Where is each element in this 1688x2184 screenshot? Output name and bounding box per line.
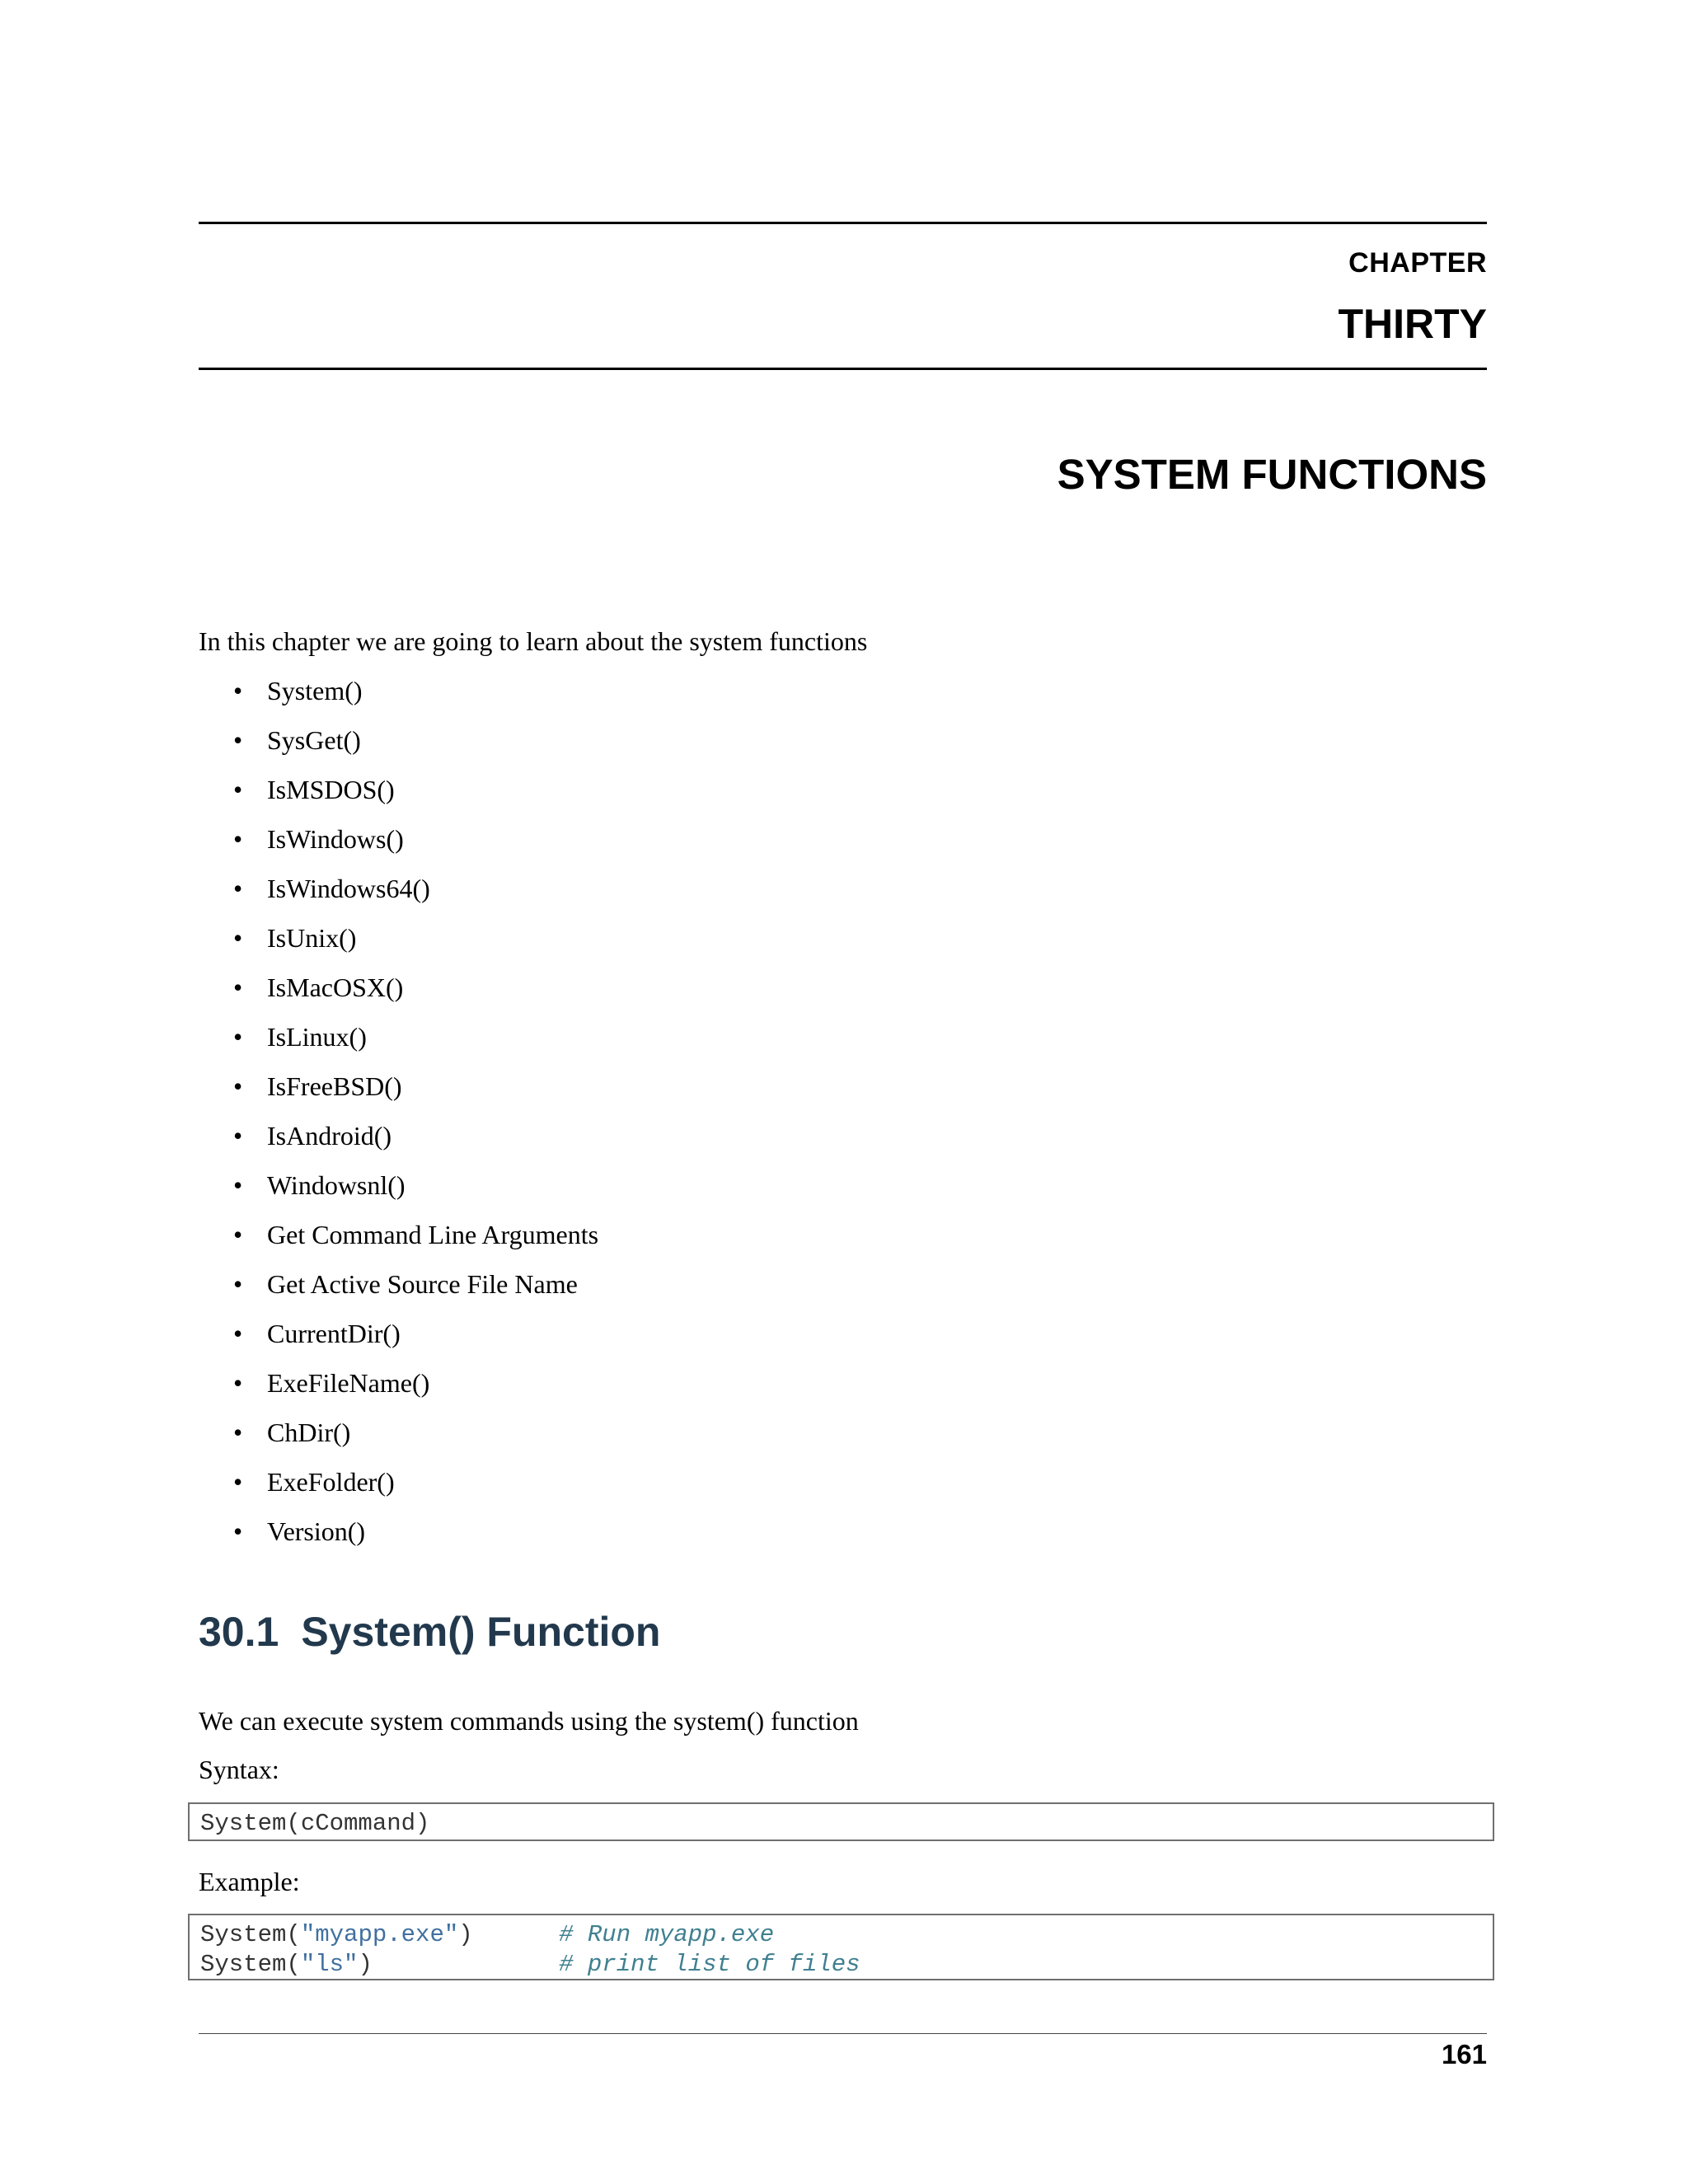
code-call-close: ) xyxy=(458,1921,473,1948)
topic-list-item xyxy=(233,1515,598,1564)
topic-label: ExeFileName() xyxy=(267,1368,430,1398)
topic-label: IsWindows() xyxy=(267,824,404,854)
example-code-block xyxy=(188,1914,1494,1980)
topic-list-item xyxy=(233,1070,598,1119)
topic-label: IsAndroid() xyxy=(267,1121,392,1151)
topic-list-item xyxy=(233,823,598,872)
topic-label: Version() xyxy=(267,1516,366,1546)
topic-label: SysGet() xyxy=(267,725,361,755)
topic-label: System() xyxy=(267,676,363,705)
section-heading xyxy=(199,1608,660,1656)
code-call: System( xyxy=(200,1921,301,1948)
topic-label: Get Active Source File Name xyxy=(267,1269,578,1299)
topic-list-item xyxy=(233,971,598,1020)
code-string: "ls" xyxy=(300,1951,359,1978)
chapter-title: SYSTEM FUNCTIONS xyxy=(1057,451,1487,498)
syntax-label: Syntax: xyxy=(199,1755,279,1784)
topic-label: Windowsnl() xyxy=(267,1170,406,1200)
code-call-close: ) xyxy=(358,1951,373,1978)
intro-paragraph: In this chapter we are going to learn about the system functions xyxy=(199,626,868,656)
example-label: Example: xyxy=(199,1867,300,1896)
code-comment: # Run myapp.exe xyxy=(559,1921,775,1948)
section-number: 30.1 xyxy=(199,1609,279,1655)
topic-list-item xyxy=(233,724,598,773)
chapter-label: CHAPTER xyxy=(1348,247,1487,279)
bullet-icon: • xyxy=(233,1467,243,1497)
topic-list-item xyxy=(233,674,598,724)
topic-label: ExeFolder() xyxy=(267,1467,395,1497)
topic-label: IsLinux() xyxy=(267,1022,367,1052)
code-call: System( xyxy=(200,1951,301,1978)
bullet-icon: • xyxy=(233,824,243,854)
topic-list-item xyxy=(233,872,598,921)
bullet-icon: • xyxy=(233,1418,243,1447)
topic-list-item xyxy=(233,1218,598,1268)
topic-list-item xyxy=(233,921,598,971)
code-spacing xyxy=(473,1921,559,1948)
topic-list-item xyxy=(233,1119,598,1169)
topic-list-item xyxy=(233,1020,598,1070)
chapter-top-rule xyxy=(199,222,1487,224)
topic-list-item xyxy=(233,1268,598,1317)
topic-label: IsFreeBSD() xyxy=(267,1071,402,1101)
chapter-bottom-rule xyxy=(199,368,1487,370)
topic-list-item xyxy=(233,1169,598,1218)
bullet-icon: • xyxy=(233,1071,243,1101)
topic-list xyxy=(233,674,598,1564)
bullet-icon: • xyxy=(233,775,243,804)
bullet-icon: • xyxy=(233,676,243,705)
chapter-number: THIRTY xyxy=(1338,301,1487,347)
topic-label: IsUnix() xyxy=(267,923,357,953)
topic-list-item xyxy=(233,773,598,823)
topic-label: Get Command Line Arguments xyxy=(267,1220,599,1249)
bullet-icon: • xyxy=(233,1269,243,1299)
section-paragraph: We can execute system commands using the system() function xyxy=(199,1706,859,1736)
topic-list-item xyxy=(233,1465,598,1515)
footer-rule xyxy=(199,2033,1487,2034)
bullet-icon: • xyxy=(233,972,243,1002)
topic-list-item xyxy=(233,1317,598,1366)
syntax-code-block xyxy=(188,1802,1494,1841)
code-comment: # print list of files xyxy=(559,1951,860,1978)
bullet-icon: • xyxy=(233,874,243,903)
bullet-icon: • xyxy=(233,1368,243,1398)
topic-label: ChDir() xyxy=(267,1418,351,1447)
code-spacing xyxy=(373,1951,559,1978)
bullet-icon: • xyxy=(233,1170,243,1200)
bullet-icon: • xyxy=(233,1516,243,1546)
page-number: 161 xyxy=(1441,2039,1487,2069)
topic-label: CurrentDir() xyxy=(267,1319,401,1348)
bullet-icon: • xyxy=(233,1220,243,1249)
bullet-icon: • xyxy=(233,1319,243,1348)
topic-label: IsMacOSX() xyxy=(267,972,404,1002)
bullet-icon: • xyxy=(233,1022,243,1052)
bullet-icon: • xyxy=(233,1121,243,1151)
bullet-icon: • xyxy=(233,923,243,953)
topic-list-item xyxy=(233,1416,598,1465)
bullet-icon: • xyxy=(233,725,243,755)
topic-label: IsWindows64() xyxy=(267,874,430,903)
syntax-code-line: System(cCommand) xyxy=(200,1810,430,1837)
code-string: "myapp.exe" xyxy=(300,1921,459,1948)
example-code-line xyxy=(200,1920,1482,1950)
topic-list-item xyxy=(233,1366,598,1416)
example-code-line xyxy=(200,1950,1482,1980)
topic-label: IsMSDOS() xyxy=(267,775,395,804)
section-title: System() Function xyxy=(301,1609,661,1655)
